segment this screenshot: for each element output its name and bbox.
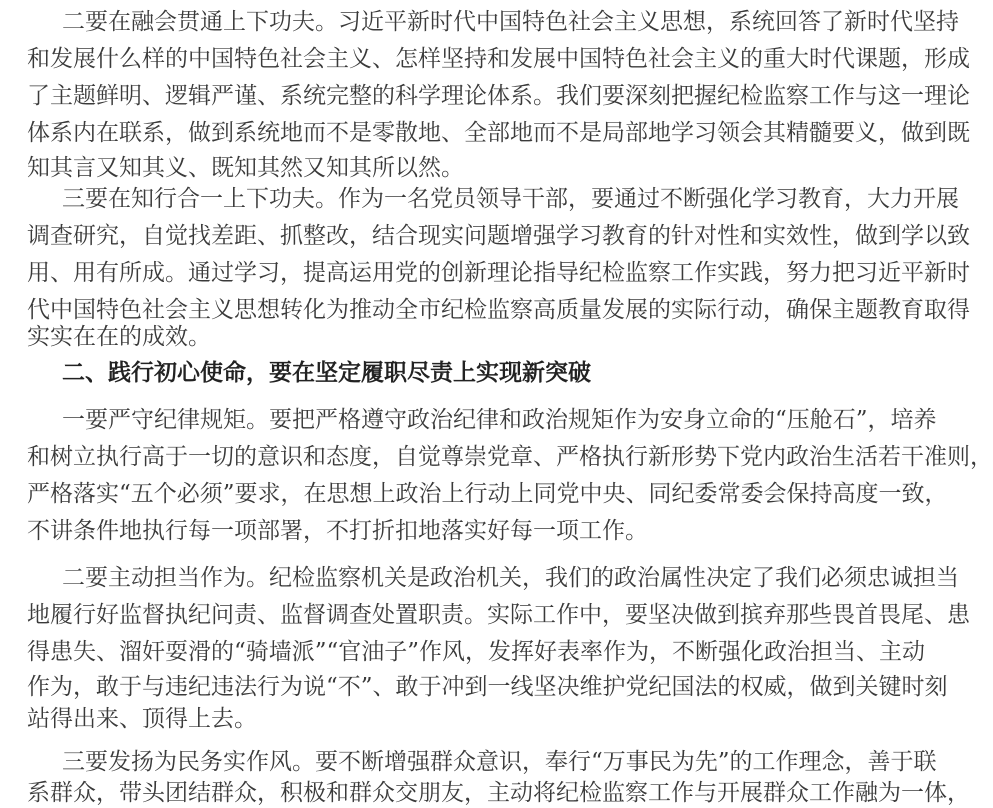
text-line: 实实在在的成效。 bbox=[27, 324, 211, 350]
text-line: 地履行好监督执纪问责、监督调查处置职责。实际工作中，要坚决做到摈弃那些畏首畏尾、患 bbox=[27, 602, 970, 628]
text-line: 三要在知行合一上下功夫。作为一名党员领导干部，要通过不断强化学习教育，大力开展 bbox=[62, 186, 959, 212]
text-line: 严格落实“五个必须”要求，在思想上政治上行动上同党中央、同纪委常委会保持高度一致， bbox=[27, 481, 948, 507]
text-line: 代中国特色社会主义思想转化为推动全市纪检监察高质量发展的实际行动，确保主题教育取得 bbox=[27, 297, 970, 323]
text-line: 调查研究，自觉找差距、抓整改，结合现实问题增强学习教育的针对性和实效性，做到学以致 bbox=[27, 223, 970, 249]
text-line: 作为，敢于与违纪违法行为说“不”、敢于冲到一线坚决维护党纪国法的权威，做到关键时刻 bbox=[27, 674, 948, 700]
text-line: 站得出来、顶得上去。 bbox=[27, 706, 257, 732]
section-heading: 二、践行初心使命，要在坚定履职尽责上实现新突破 bbox=[62, 359, 591, 386]
text-line: 得患失、溜奸耍滑的“骑墙派”“官油子”作风，发挥好表率作为，不断强化政治担当、主动 bbox=[27, 639, 926, 665]
text-line: 用、用有所成。通过学习，提高运用党的创新理论指导纪检监察工作实践，努力把习近平新时 bbox=[27, 260, 970, 286]
text-line: 一要严守纪律规矩。要把严格遵守政治纪律和政治规矩作为安身立命的“压舱石”，培养 bbox=[62, 407, 937, 433]
text-line: 不讲条件地执行每一项部署，不打折扣地落实好每一项工作。 bbox=[27, 518, 648, 544]
text-line: 二要在融会贯通上下功夫。习近平新时代中国特色社会主义思想，系统回答了新时代坚持 bbox=[62, 9, 959, 35]
text-line: 和发展什么样的中国特色社会主义、怎样坚持和发展中国特色社会主义的重大时代课题，形成 bbox=[27, 46, 970, 72]
text-line: 三要发扬为民务实作风。要不断增强群众意识，奉行“万事民为先”的工作理念，善于联 bbox=[62, 749, 937, 775]
text-line: 系群众，带头团结群众，积极和群众交朋友，主动将纪检监察工作与开展群众工作融为一体， bbox=[27, 780, 970, 806]
text-line: 了主题鲜明、逻辑严谨、系统完整的科学理论体系。我们要深刻把握纪检监察工作与这一理论 bbox=[27, 83, 970, 109]
text-line: 知其言又知其义、既知其然又知其所以然。 bbox=[27, 155, 464, 181]
text-line: 和树立执行高于一切的意识和态度，自觉尊崇党章、严格执行新形势下党内政治生活若干准则， bbox=[27, 444, 993, 470]
text-line: 二要主动担当作为。纪检监察机关是政治机关，我们的政治属性决定了我们必须忠诚担当 bbox=[62, 565, 959, 591]
text-line: 体系内在联系，做到系统地而不是零散地、全部地而不是局部地学习领会其精髓要义，做到既 bbox=[27, 120, 970, 146]
